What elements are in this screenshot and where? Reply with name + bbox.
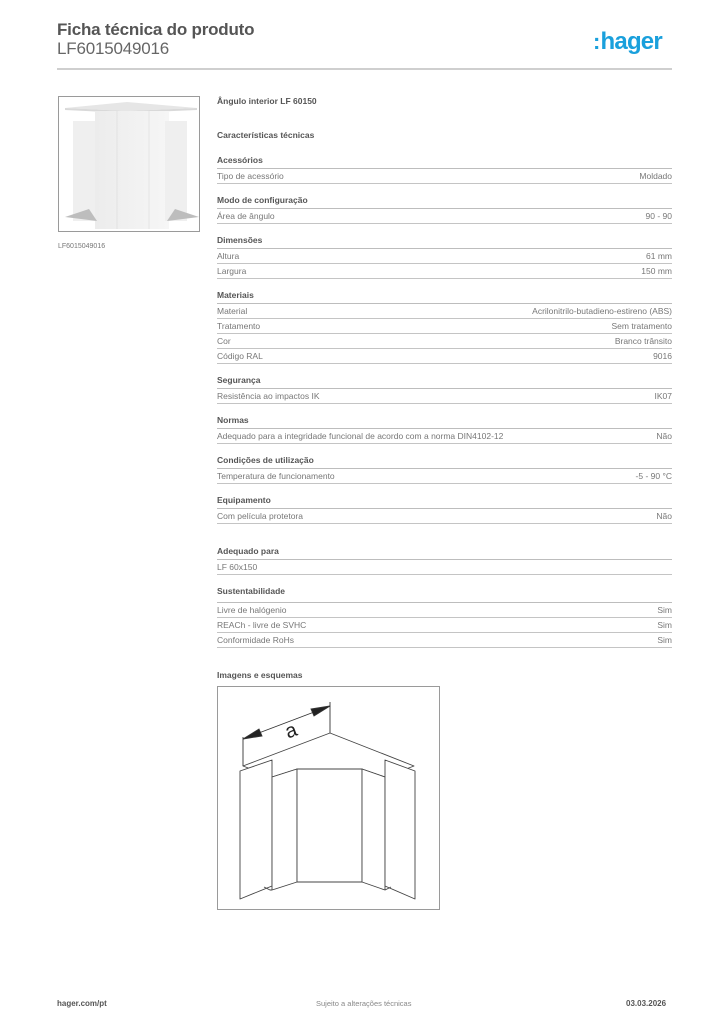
- interior-angle-diagram-icon: [218, 687, 439, 909]
- row-value: Sim: [657, 634, 672, 645]
- table-row: [217, 560, 672, 575]
- row-label: Conformidade RoHs: [217, 634, 295, 645]
- row-label: LF 60x150: [217, 561, 258, 572]
- row-value: -5 - 90 °C: [635, 470, 672, 481]
- table-row: [217, 249, 672, 264]
- group-title-safety: Segurança: [217, 375, 672, 389]
- row-label: Tipo de acessório: [217, 170, 284, 181]
- row-label: Material: [217, 305, 248, 316]
- table-row: [217, 618, 672, 633]
- row-value: 61 mm: [646, 250, 672, 261]
- row-label: Largura: [217, 265, 247, 276]
- row-label: Cor: [217, 335, 231, 346]
- document-title: Ficha técnica do produto: [57, 20, 255, 39]
- row-value: Moldado: [639, 170, 672, 181]
- hager-logo: [593, 27, 662, 57]
- group-title-standards: Normas: [217, 415, 672, 429]
- footer-disclaimer: Sujeito a alterações técnicas: [316, 999, 412, 1008]
- interior-angle-photo-icon: [59, 97, 200, 232]
- row-label: Resistência ao impactos IK: [217, 390, 320, 401]
- product-photo-caption: LF6015049016: [58, 243, 106, 250]
- row-value: Não: [656, 510, 672, 521]
- group-title-dimensions: Dimensões: [217, 235, 672, 249]
- table-row: [217, 264, 672, 279]
- table-row: [217, 469, 672, 484]
- group-title-sustainability: Sustentabilidade: [217, 586, 672, 603]
- table-row: [217, 304, 672, 319]
- product-reference: LF6015049016: [57, 39, 169, 58]
- row-label: Livre de halógenio: [217, 604, 287, 615]
- table-row: [217, 429, 672, 444]
- group-title-usage-conditions: Condições de utilização: [217, 455, 672, 469]
- product-name: Ângulo interior LF 60150: [217, 96, 317, 106]
- row-value: Não: [656, 431, 672, 441]
- technical-drawing: [217, 686, 440, 910]
- header-divider: [57, 68, 672, 70]
- footer-website[interactable]: hager.com/pt: [57, 999, 107, 1008]
- row-label: Temperatura de funcionamento: [217, 470, 335, 481]
- row-value: 90 - 90: [645, 210, 672, 221]
- logo-text: hager: [600, 28, 662, 55]
- group-title-suitable-for: Adequado para: [217, 546, 672, 560]
- row-value: Sim: [657, 619, 672, 630]
- row-label: Área de ângulo: [217, 210, 275, 221]
- footer-date: 03.03.2026: [626, 999, 667, 1008]
- group-title-materials: Materiais: [217, 290, 672, 304]
- table-row: [217, 389, 672, 404]
- row-label: Tratamento: [217, 320, 261, 331]
- row-label: Com película protetora: [217, 510, 303, 521]
- table-row: [217, 169, 672, 184]
- table-row: [217, 603, 672, 618]
- table-row: [217, 334, 672, 349]
- row-value: Branco trânsito: [614, 335, 672, 346]
- row-value: 150 mm: [641, 265, 672, 276]
- row-value: Sem tratamento: [611, 320, 672, 331]
- technical-data: [217, 96, 672, 680]
- product-photo: [58, 96, 200, 232]
- table-row: [217, 209, 672, 224]
- table-row: [217, 509, 672, 524]
- row-label: REACh - livre de SVHC: [217, 619, 307, 630]
- row-label: Adequado para a integridade funcional de acordo com a norma DIN4102-12: [217, 431, 504, 441]
- row-value: IK07: [654, 390, 672, 401]
- table-row: [217, 633, 672, 648]
- section-spacer: [217, 524, 672, 546]
- row-label: Código RAL: [217, 350, 263, 361]
- group-title-accessories: Acessórios: [217, 155, 672, 169]
- table-row: [217, 349, 672, 364]
- row-label: Altura: [217, 250, 240, 261]
- row-value: Acrilonitrilo-butadieno-estireno (ABS): [532, 305, 672, 316]
- row-value: Sim: [657, 604, 672, 615]
- logo-colon-icon: :: [593, 29, 600, 54]
- technical-characteristics-title: Características técnicas: [217, 130, 315, 140]
- table-row: [217, 319, 672, 334]
- group-title-configuration: Modo de configuração: [217, 195, 672, 209]
- images-section-title: Imagens e esquemas: [217, 670, 303, 680]
- row-value: 9016: [653, 350, 672, 361]
- dimension-label: a: [282, 718, 301, 744]
- group-title-equipment: Equipamento: [217, 495, 672, 509]
